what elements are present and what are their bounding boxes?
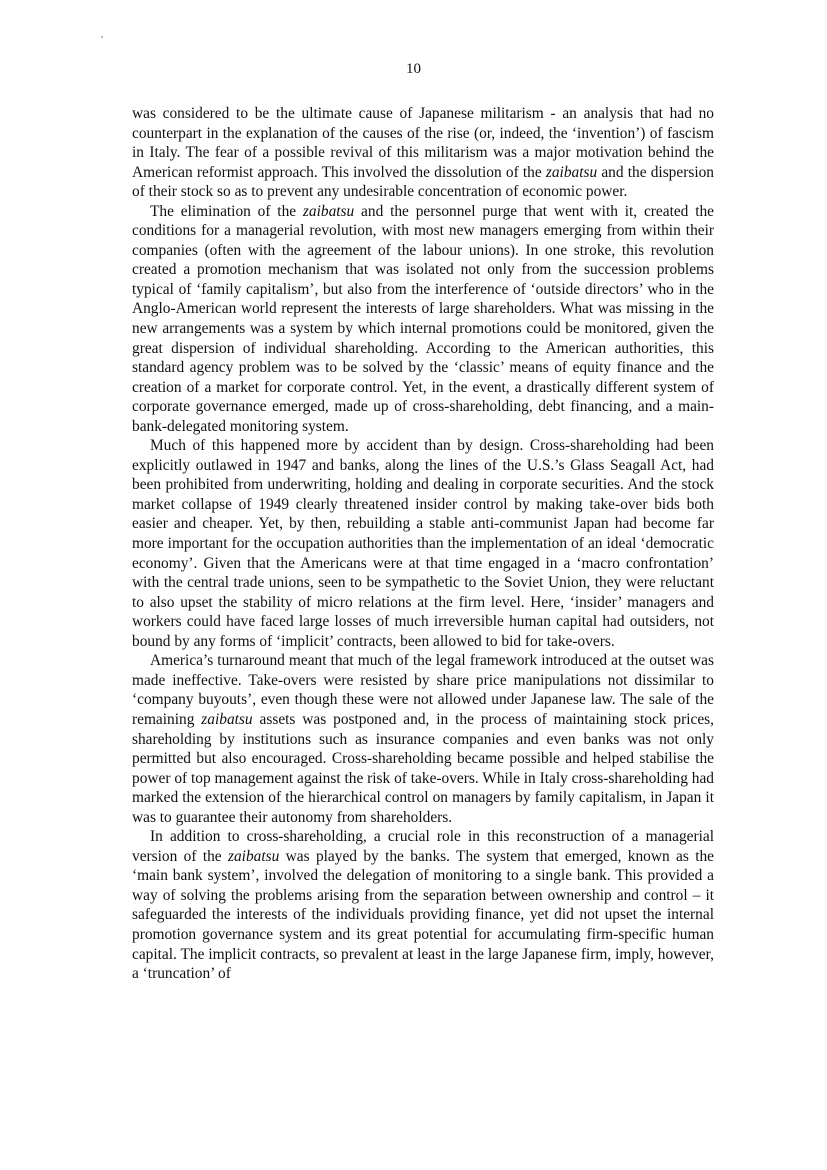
- text-run: assets was postponed and, in the process of maintaining stock prices, shareholding by institutions such as insurance companies and even banks was not only permitted but also encouraged. Cross-shareholding became possible and helped stabilise the power of top management against the risk of take-overs. While in Italy cross-shareholding had marked the extension of the hierarchical control on managers by family capitalism, in Japan it was to guarantee their autonomy from shareholders.: [132, 710, 714, 826]
- paragraph-3: [132, 436, 714, 651]
- italic-term: zaibatsu: [201, 710, 253, 728]
- text-run: The elimination of the: [150, 202, 303, 220]
- paragraph-4: [132, 651, 714, 827]
- italic-term: zaibatsu: [545, 163, 598, 181]
- paragraph-5: [132, 827, 714, 983]
- paragraph-1: [132, 104, 714, 202]
- body-text: [132, 104, 714, 984]
- text-run: In addition to cross-shareholding, a crucial role in this reconstruction of a managerial version of the: [132, 828, 714, 865]
- scan-speck: [101, 36, 103, 38]
- text-run: and the dispersion of their stock so as to prevent any undesirable concentration of economic power.: [132, 163, 714, 201]
- text-run: was played by the banks. The system that emerged, known as the ‘main bank system’, involved the delegation of monitoring to a single bank. This provided a way of solving the problems arising from the separation between ownership and control – it safeguarded the interests of the individuals providing finance, yet did not upset the internal promotion governance system and its great potential for accumulating firm-specific human capital. The implicit contracts, so prevalent at least in the large Japanese firm, imply, however, a ‘truncation’ of: [132, 847, 714, 983]
- text-run: was considered to be the ultimate cause of Japanese militarism - an analysis that had no counterpart in the explanation of the causes of the rise (or, indeed, the ‘invention’) of fascism in Italy. The fear of a possible revival of this militarism was a major motivation behind the American reformist approach. This involved the dissolution of the: [132, 105, 714, 181]
- text-run: America’s turnaround meant that much of the legal framework introduced at the outset was made ineffective. Take-overs were resisted by share price manipulations not dissimilar to ‘company buyouts’, even though these were not allowed under Japanese law. The sale of the remaining: [132, 652, 714, 728]
- italic-term: zaibatsu: [302, 202, 355, 220]
- text-run: Much of this happened more by accident than by design. Cross-shareholding had been explicitly outlawed in 1947 and banks, along the lines of the U.S.’s Glass Seagall Act, had been prohibited from underwriting, holding and dealing in corporate securities. And the stock market collapse of 1949 clearly threatened insider control by making take-over bids both easier and cheaper. Yet, by then, rebuilding a stable anti-communist Japan had become far more important for the occupation authorities than the implementation of an ideal ‘democratic economy’. Given that the Americans were at that time engaged in a ‘macro confrontation’ with the central trade unions, seen to be sympathetic to the Soviet Union, they were reluctant to also upset the stability of micro relations at the firm level. Here, ‘insider’ managers and workers could have faced large losses of much irreversible human capital had outsiders, not bound by any forms of ‘implicit’ contracts, been allowed to bid for take-overs.: [132, 437, 714, 650]
- italic-term: zaibatsu: [228, 847, 280, 865]
- text-run: and the personnel purge that went with it, created the conditions for a managerial revolution, with most new managers emerging from within their companies (often with the agreement of the labour unions). In one stroke, this revolution created a promotion mechanism that was isolated not only from the succession problems typical of ‘family capitalism’, but also from the interference of ‘outside directors’ who in the Anglo-American world represent the interests of large shareholders. What was missing in the new arrangements was a system by which internal promotions could be monitored, given the great dispersion of individual shareholding. According to the American authorities, this standard agency problem was to be solved by the ‘classic’ means of equity finance and the creation of a market for corporate control. Yet, in the event, a drastically different system of corporate governance emerged, made up of cross-shareholding, debt financing, and a main-bank-delegated monitoring system.: [132, 202, 714, 435]
- paragraph-2: [132, 202, 714, 437]
- page-number: 10: [406, 61, 421, 77]
